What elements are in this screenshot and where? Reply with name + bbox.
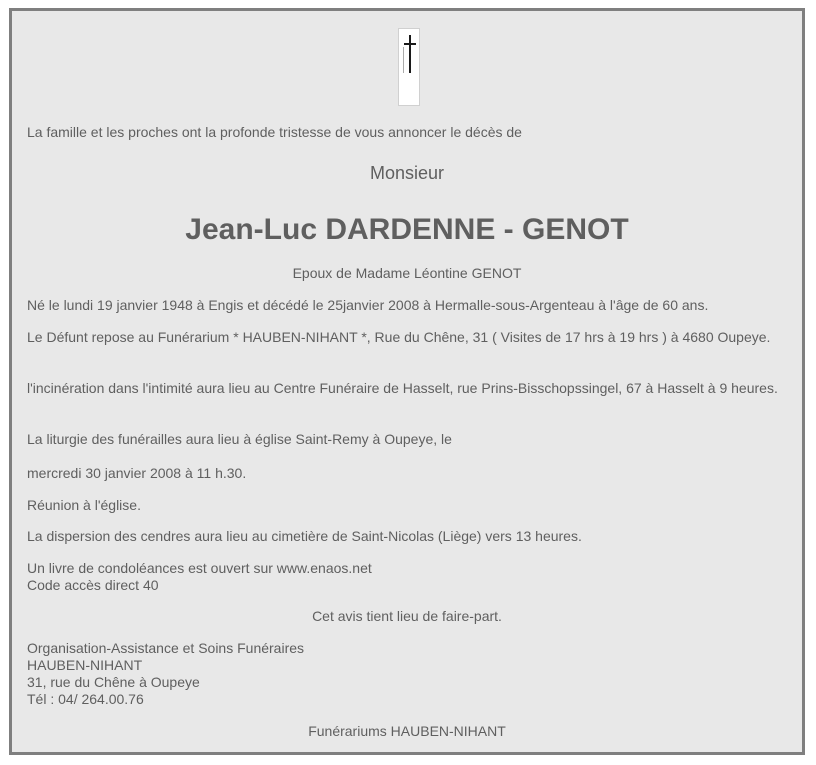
organisation-line-3: 31, rue du Chêne à Oupeye xyxy=(27,674,200,690)
footer-text: Funérariums HAUBEN-NIHANT xyxy=(308,723,506,739)
condolences-text: Un livre de condoléances est ouvert sur www.enaos.net xyxy=(27,560,372,576)
obituary-notice xyxy=(9,8,805,755)
date-text: mercredi 30 janvier 2008 à 11 h.30. xyxy=(27,465,247,481)
organisation-line-2: HAUBEN-NIHANT xyxy=(27,657,143,673)
birth-death-text: Né le lundi 19 janvier 1948 à Engis et décédé le 25janvier 2008 à Hermalle-sous-Argenteau à l'âge de 60 ans. xyxy=(27,297,709,313)
cross-icon xyxy=(398,28,420,106)
spouse-text: Epoux de Madame Léontine GENOT xyxy=(292,265,522,281)
meeting-text: Réunion à l'église. xyxy=(27,497,141,513)
liturgy-text: La liturgie des funérailles aura lieu à église Saint-Remy à Oupeye, le xyxy=(27,431,452,447)
organisation-phone: Tél : 04/ 264.00.76 xyxy=(27,691,144,707)
rest-text: Le Défunt repose au Funérarium * HAUBEN-NIHANT *, Rue du Chêne, 31 ( Visites de 17 hrs à 19 hrs ) à 4680 Oupeye. xyxy=(27,329,771,345)
cremation-text: l'incinération dans l'intimité aura lieu au Centre Funéraire de Hasselt, rue Prins-Bisschopssingel, 67 à Hasselt à 9 heures. xyxy=(27,380,778,396)
intro-text: La famille et les proches ont la profonde tristesse de vous annoncer le décès de xyxy=(27,124,522,140)
notice-text: Cet avis tient lieu de faire-part. xyxy=(312,608,502,624)
organisation-line-1: Organisation-Assistance et Soins Funéraires xyxy=(27,640,305,656)
access-code-text: Code accès direct 40 xyxy=(27,577,159,593)
dispersion-text: La dispersion des cendres aura lieu au cimetière de Saint-Nicolas (Liège) vers 13 heures. xyxy=(27,528,582,544)
title-text: Monsieur xyxy=(369,163,445,183)
deceased-name: Jean-Luc DARDENNE - GENOT xyxy=(185,213,629,246)
